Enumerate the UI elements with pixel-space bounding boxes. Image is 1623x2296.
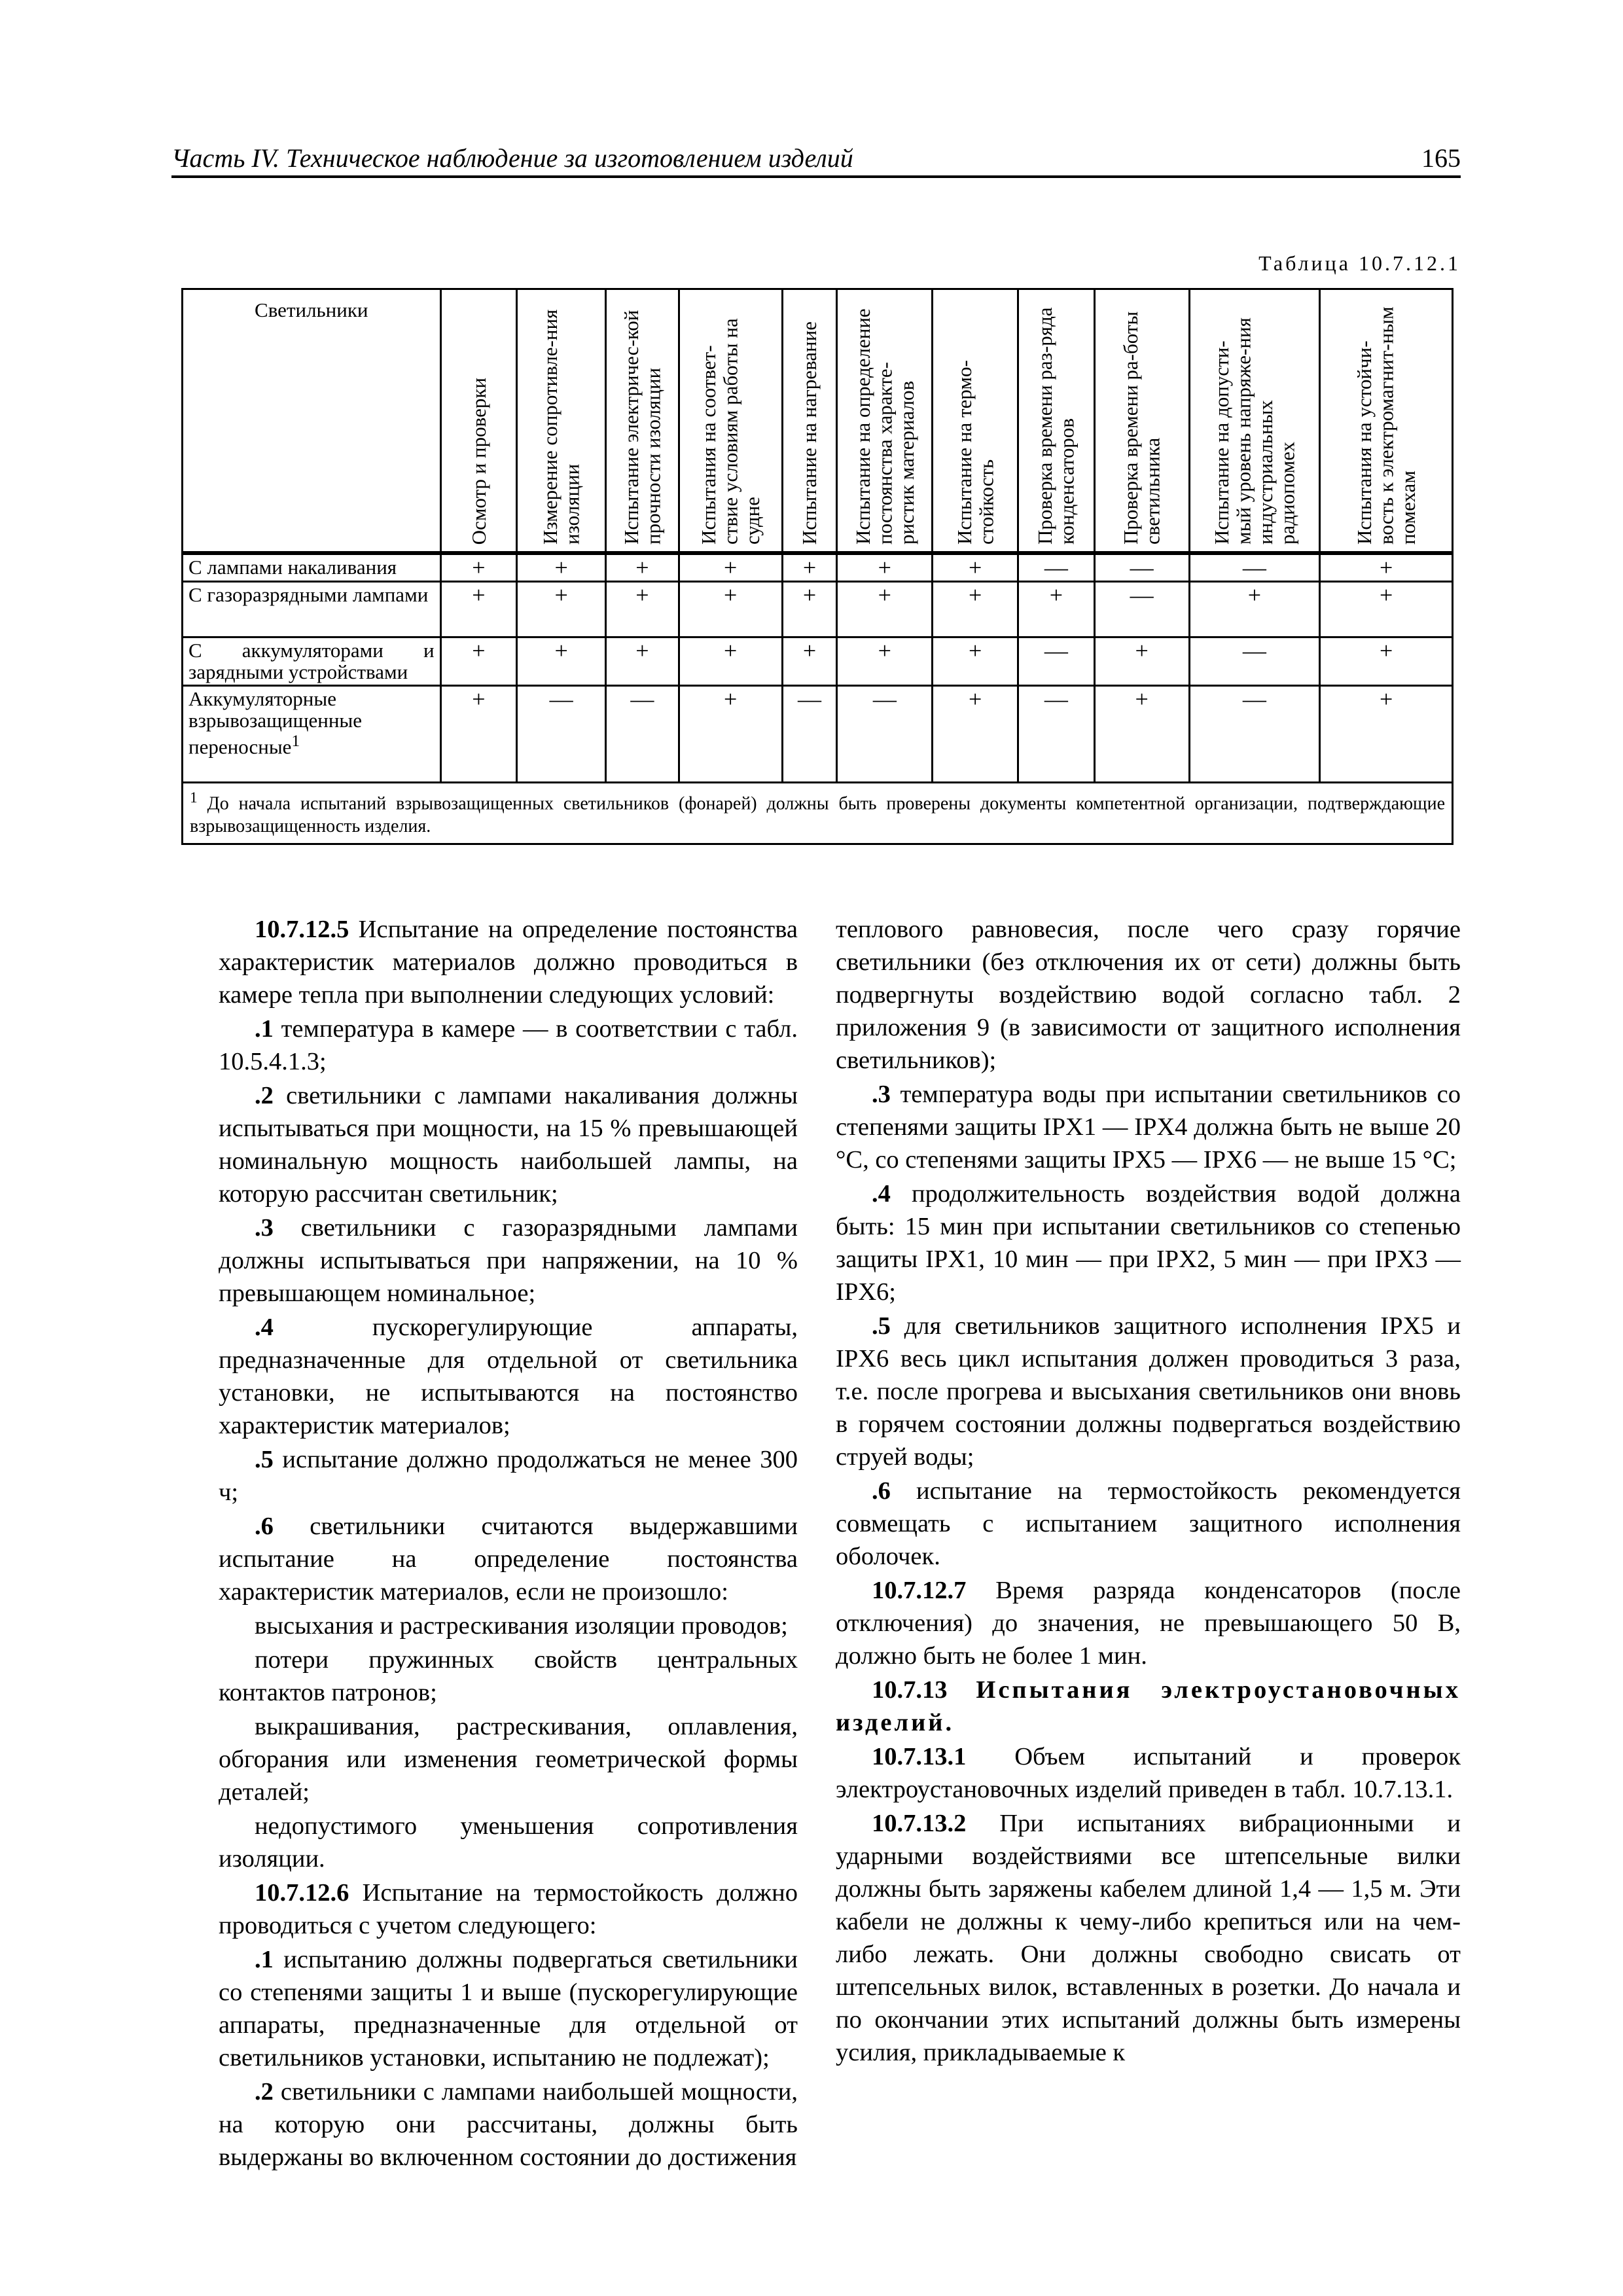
paragraph-text: Испытание на определение постоянства характеристик материалов должно проводиться в камере тепла при выполнении следующих условий:: [219, 916, 798, 1009]
table-cell: +: [1320, 553, 1453, 581]
footnote-row: [183, 782, 1453, 844]
paragraph: [219, 1443, 798, 1509]
column-header-text: Испытание на определение постоянства характе-ристик материалов: [851, 308, 918, 545]
clause-number: .1: [255, 1015, 274, 1043]
table-cell: +: [1094, 685, 1189, 782]
column-header: [1320, 289, 1453, 554]
paragraph: [219, 2075, 798, 2174]
table-caption: Таблица 10.7.12.1: [1258, 251, 1461, 275]
table-cell: +: [1189, 581, 1320, 637]
table-cell: —: [1018, 553, 1095, 581]
table-cell: +: [679, 581, 782, 637]
column-header-text: Осмотр и проверки: [467, 377, 490, 545]
clause-number: .2: [255, 1082, 274, 1109]
table-cell: +: [782, 553, 837, 581]
row-label-text: С аккумуляторами и зарядными устройствами: [188, 638, 435, 684]
left-text-column: [219, 913, 798, 2175]
table-cell: —: [1094, 553, 1189, 581]
table-cell: +: [837, 553, 933, 581]
paragraph: [219, 1013, 798, 1078]
table-cell: +: [1320, 581, 1453, 637]
page-number: 165: [1421, 143, 1461, 173]
table-cell: —: [782, 685, 837, 782]
clause-number: .3: [872, 1081, 891, 1108]
table-cell: +: [933, 637, 1018, 685]
paragraph: [836, 1177, 1461, 1308]
paragraph-text: Время разряда конденсаторов (после отключения) до значения, не превышающего 50 В, должно быть не более 1 мин.: [836, 1577, 1461, 1670]
paragraph-text: высыхания и растрескивания изоляции проводов;: [255, 1612, 788, 1640]
paragraph-text: для светильников защитного исполнения IPX5 и IPX6 весь цикл испытания должен проводиться 3 раза, т.е. после прогрева и высыхания светильников они вновь в горячем состоянии должны подвергаться воздействию струей воды;: [836, 1312, 1461, 1471]
table-cell: +: [679, 637, 782, 685]
clause-number: .1: [255, 1946, 274, 1973]
table-cell: +: [782, 637, 837, 685]
table-cell: +: [679, 553, 782, 581]
table-cell: —: [1189, 553, 1320, 581]
row-label-text: Аккумуляторные взрывозащищенные переносные: [188, 687, 362, 759]
column-header-text: Испытания на соответ-ствие условиям работы на судне: [697, 318, 764, 545]
table-row: [183, 685, 1453, 782]
table-cell: —: [1094, 581, 1189, 637]
paragraph-text: температура воды при испытании светильников со степенями защиты IPX1 — IPX4 должна быть не выше 20 °С, со степенями защиты IPX5 — IPX6 — не выше 15 °С;: [836, 1081, 1461, 1174]
paragraph: [219, 1876, 798, 1942]
paragraph: [836, 1574, 1461, 1672]
paragraph-text: недопустимого уменьшения сопротивления изоляции.: [219, 1812, 798, 1873]
paragraph-text: светильники с лампами накаливания должны испытываться при мощности, на 15 % превышающей номинальную мощность наибольшей лампы, на которую рассчитан светильник;: [219, 1082, 798, 1208]
footnote-mark: 1: [190, 789, 198, 806]
column-header-lamps: Светильники: [183, 289, 441, 554]
column-header: [782, 289, 837, 554]
table-cell: +: [440, 581, 517, 637]
table-cell: +: [1320, 637, 1453, 685]
paragraph-text: светильники с лампами наибольшей мощности, на которую они рассчитаны, должны быть выдержаны во включенном состоянии до достижения: [219, 2078, 798, 2171]
table-header-row: [183, 289, 1453, 554]
clause-number: 10.7.12.6: [255, 1879, 349, 1907]
paragraph-text: теплового равновесия, после чего сразу горячие светильники (без отключения их от сети) должны быть подвергнуты воздействию водой согласно табл. 2 приложения 9 (в зависимости от защитного исполнения светильников);: [836, 916, 1461, 1074]
column-header-text: Измерение сопротивле-ния изоляции: [539, 309, 584, 545]
clause-number: 10.7.13.1: [872, 1743, 967, 1770]
table-cell: +: [440, 685, 517, 782]
table-cell: +: [1320, 685, 1453, 782]
table-row: [183, 553, 1453, 581]
paragraph: [219, 1943, 798, 2074]
table-cell: +: [517, 553, 606, 581]
column-header-text: Проверка времени раз-ряда конденсаторов: [1033, 307, 1079, 545]
clause-number: .6: [872, 1477, 891, 1505]
table-cell: +: [440, 637, 517, 685]
row-label: [183, 553, 441, 581]
right-text-column: [836, 913, 1461, 2070]
paragraph-text: потери пружинных свойств центральных контактов патронов;: [219, 1646, 798, 1706]
clause-number: 10.7.13.2: [872, 1810, 967, 1837]
row-label: [183, 581, 441, 637]
table-cell: +: [933, 581, 1018, 637]
row-label-text: С газоразрядными лампами: [188, 583, 429, 606]
table-cell: +: [517, 581, 606, 637]
clause-number: 10.7.13: [872, 1676, 948, 1704]
column-header-text: Испытание на нагревание: [798, 321, 821, 545]
column-header: [837, 289, 933, 554]
paragraph: [836, 1740, 1461, 1806]
paragraph: [836, 913, 1461, 1077]
paragraph-text: выкрашивания, растрескивания, оплавления, обгорания или изменения геометрической формы деталей;: [219, 1713, 798, 1806]
table-cell: +: [605, 637, 679, 685]
paragraph-text: светильники считаются выдержавшими испытание на определение постоянства характеристик материалов, если не произошло:: [219, 1513, 798, 1605]
column-header-text: Испытания на устойчи-вость к электромагнит-ным помехам: [1352, 306, 1419, 545]
column-header-text: Испытание на термо-стойкость: [952, 360, 998, 545]
clause-number: 10.7.12.7: [872, 1577, 967, 1604]
clause-number: .5: [872, 1312, 891, 1340]
table-cell: —: [605, 685, 679, 782]
paragraph-text: светильники с газоразрядными лампами должны испытываться при напряжении, на 10 % превышающем номинальное;: [219, 1214, 798, 1307]
running-header: [171, 143, 1461, 178]
paragraph-text: продолжительность воздействия водой должна быть: 15 мин при испытании светильников со степенью защиты IPX1, 10 мин — при IPX2, 5 мин — при IPX3 — IPX6;: [836, 1180, 1461, 1306]
clause-number: .6: [255, 1513, 274, 1540]
table-row: [183, 581, 1453, 637]
column-header: [1018, 289, 1095, 554]
table-footnote: [183, 782, 1453, 844]
column-header: [605, 289, 679, 554]
table-cell: +: [517, 637, 606, 685]
table-cell: —: [1018, 637, 1095, 685]
column-header: [1189, 289, 1320, 554]
paragraph-text: температура в камере — в соответствии с табл. 10.5.4.1.3;: [219, 1015, 798, 1075]
running-title: Часть IV. Техническое наблюдение за изготовлением изделий: [171, 143, 853, 173]
paragraph-text: испытанию должны подвергаться светильники со степенями защиты 1 и выше (пускорегулирующие аппараты, предназначенные для отдельной от светильников установки, испытанию не подлежат);: [219, 1946, 798, 2072]
table-cell: +: [605, 553, 679, 581]
column-header: [440, 289, 517, 554]
table-cell: +: [933, 685, 1018, 782]
clause-number: .4: [872, 1180, 891, 1208]
clause-number: .3: [255, 1214, 274, 1242]
column-header-text: Проверка времени ра-боты светильника: [1119, 311, 1164, 545]
paragraph-text: Испытание на термостойкость должно проводиться с учетом следующего:: [219, 1879, 798, 1939]
paragraph: [219, 1510, 798, 1608]
table-row: [183, 637, 1453, 685]
paragraph: [219, 1810, 798, 1875]
table-cell: +: [782, 581, 837, 637]
table-cell: +: [679, 685, 782, 782]
paragraph-text: испытание должно продолжаться не менее 300 ч;: [219, 1446, 798, 1506]
table-cell: +: [440, 553, 517, 581]
paragraph: [836, 1310, 1461, 1473]
footnote-text: До начала испытаний взрывозащищенных светильников (фонарей) должны быть проверены документы компетентной организации, подтверждающие взрывозащищенность изделия.: [190, 793, 1446, 837]
paragraph-text: Испытания электроустановочных изделий.: [836, 1676, 1461, 1736]
clause-number: .4: [255, 1314, 274, 1341]
table-cell: +: [605, 581, 679, 637]
table-cell: —: [837, 685, 933, 782]
table-cell: +: [1018, 581, 1095, 637]
row-label: [183, 637, 441, 685]
paragraph: [219, 1311, 798, 1442]
table-cell: —: [1018, 685, 1095, 782]
table-cell: +: [1094, 637, 1189, 685]
row-label: [183, 685, 441, 782]
column-header: [517, 289, 606, 554]
test-table: [181, 288, 1454, 845]
paragraph: [219, 1710, 798, 1808]
paragraph: [219, 913, 798, 1011]
paragraph-text: Объем испытаний и проверок электроустановочных изделий приведен в табл. 10.7.13.1.: [836, 1743, 1461, 1803]
table-cell: —: [1189, 685, 1320, 782]
paragraph: [836, 1807, 1461, 2069]
table-cell: —: [517, 685, 606, 782]
column-header-text: Испытание на допусти-мый уровень напряже-ния индустриальных радиопомех: [1209, 317, 1299, 545]
paragraph: [219, 1079, 798, 1210]
footnote-ref: 1: [291, 730, 300, 750]
paragraph: [219, 1609, 798, 1642]
column-header: [679, 289, 782, 554]
paragraph-text: пускорегулирующие аппараты, предназначенные для отдельной от светильника установки, не испытываются на постоянство характеристик материалов;: [219, 1314, 798, 1439]
table-cell: —: [1189, 637, 1320, 685]
clause-number: 10.7.12.5: [255, 916, 349, 943]
column-header-text: Испытание электричес-кой прочности изоляции: [619, 310, 665, 545]
table-cell: +: [837, 637, 933, 685]
column-header: [1094, 289, 1189, 554]
paragraph: [219, 1643, 798, 1709]
column-header: [933, 289, 1018, 554]
clause-number: .2: [255, 2078, 274, 2106]
paragraph-text: При испытаниях вибрационными и ударными воздействиями все штепсельные вилки должны быть заряжены кабелем длиной 1,4 — 1,5 м. Эти кабели не должны к чему-либо крепиться или на чем-либо лежать. Они должны свободно свисать от штепсельных вилок, вставленных в розетки. До начала и по окончании этих испытаний должны быть измерены усилия, прикладываемые к: [836, 1810, 1461, 2066]
paragraph: [836, 1674, 1461, 1739]
row-label-text: С лампами накаливания: [188, 556, 397, 579]
paragraph: [219, 1211, 798, 1310]
paragraph-text: испытание на термостойкость рекомендуется совмещать с испытанием защитного исполнения оболочек.: [836, 1477, 1461, 1570]
table-cell: +: [837, 581, 933, 637]
paragraph: [836, 1078, 1461, 1176]
clause-number: .5: [255, 1446, 274, 1473]
table-cell: +: [933, 553, 1018, 581]
paragraph: [836, 1475, 1461, 1573]
